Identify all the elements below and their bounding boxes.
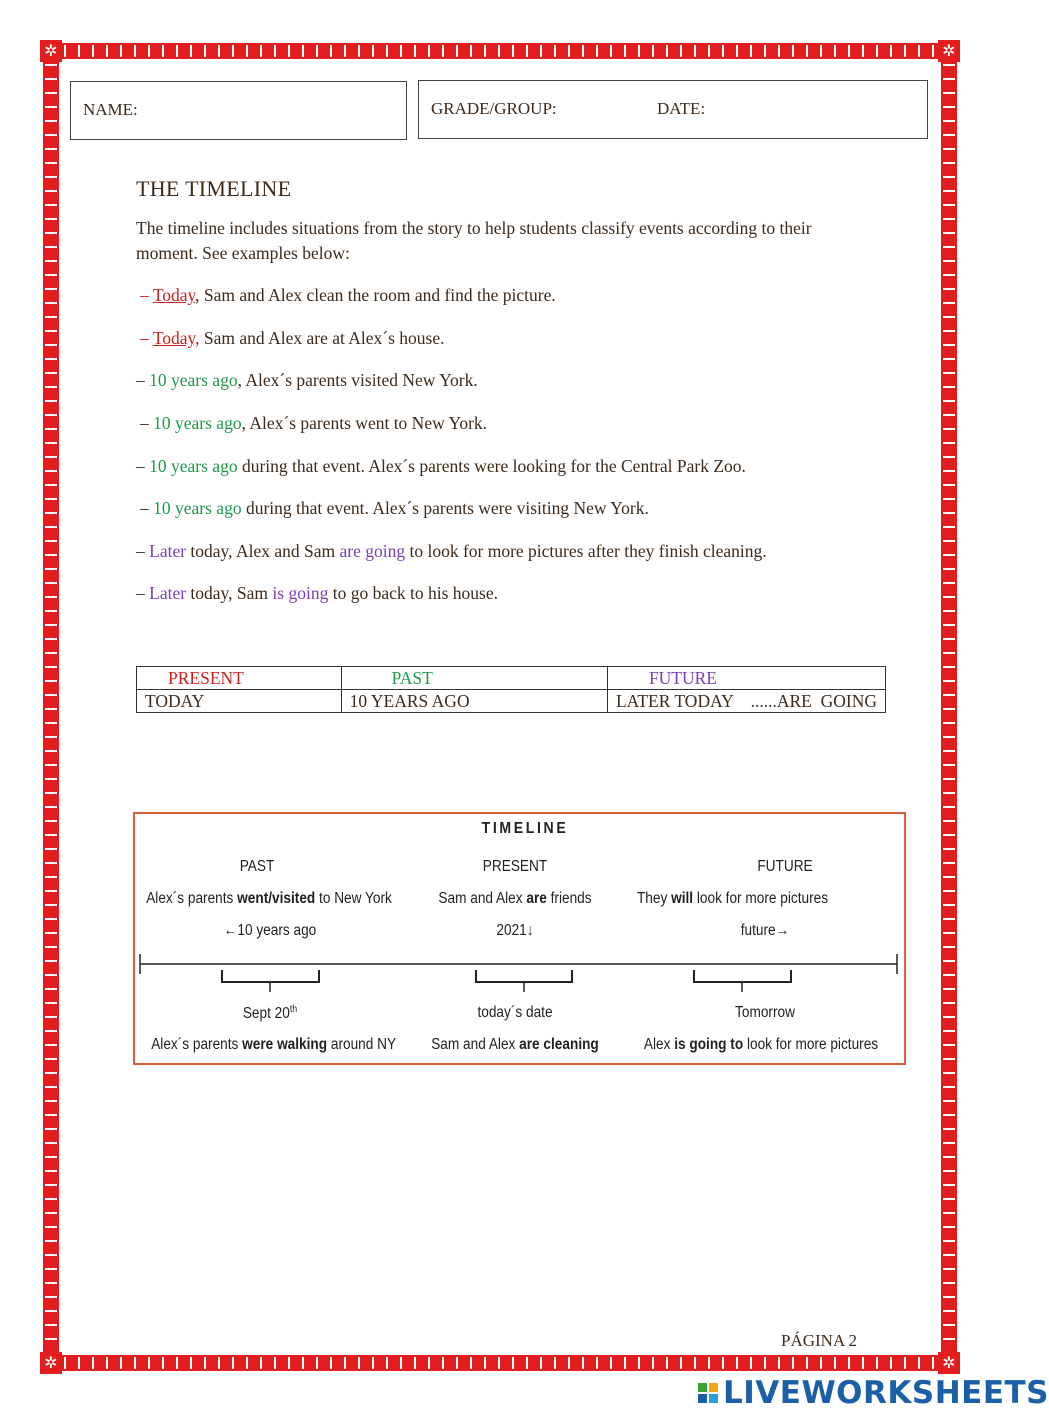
page-border-top bbox=[44, 43, 956, 59]
example-line: – Later today, Sam is going to go back to his house. bbox=[136, 583, 498, 603]
time-marker: Later bbox=[149, 541, 187, 561]
future-date: Tomorrow bbox=[735, 1004, 795, 1021]
name-field[interactable] bbox=[70, 81, 407, 140]
time-marker: Today bbox=[152, 285, 196, 305]
corner-ornament-icon: ✲ bbox=[40, 1352, 62, 1374]
present-date: today´s date bbox=[477, 1004, 553, 1021]
table-row bbox=[137, 690, 886, 713]
tense-table bbox=[136, 666, 886, 713]
time-marker: 10 years ago bbox=[153, 413, 242, 433]
page-border-bottom bbox=[44, 1355, 956, 1371]
past-event: Alex´s parents were walking around NY bbox=[151, 1036, 397, 1053]
future-label: FUTURE bbox=[757, 858, 813, 875]
time-marker: 10 years ago bbox=[149, 456, 238, 476]
example-line: – 10 years ago, Alex´s parents visited New York. bbox=[136, 370, 478, 390]
page-border-left bbox=[43, 44, 59, 1368]
logo-grid-icon bbox=[698, 1383, 718, 1403]
past-label: PAST bbox=[239, 858, 275, 875]
corner-ornament-icon: ✲ bbox=[938, 1352, 960, 1374]
section-title: THE TIMELINE bbox=[136, 176, 292, 201]
time-marker: Today, bbox=[152, 328, 200, 348]
future-arrow-text: future→ bbox=[740, 922, 790, 939]
table-cell: TODAY bbox=[137, 690, 342, 713]
header-future: FUTURE bbox=[607, 667, 885, 690]
time-marker: 10 years ago bbox=[153, 498, 242, 518]
page-number: PÁGINA 2 bbox=[781, 1331, 858, 1350]
present-event: Sam and Alex are cleaning bbox=[431, 1036, 599, 1053]
example-line: – Later today, Alex and Sam are going to look for more pictures after they finish cleaning. bbox=[136, 541, 767, 561]
header-present: PRESENT bbox=[137, 667, 342, 690]
future-event: Alex is going to look for more pictures bbox=[643, 1036, 879, 1053]
table-cell: 10 YEARS AGO bbox=[341, 690, 607, 713]
example-line: – 10 years ago during that event. Alex´s parents were looking for the Central Park Zoo. bbox=[136, 456, 746, 476]
header-past: PAST bbox=[341, 667, 607, 690]
table-header-row bbox=[137, 667, 886, 690]
present-arrow-text: 2021↓ bbox=[496, 922, 534, 939]
timeline-axis bbox=[135, 946, 904, 1006]
grade-label: GRADE/GROUP: bbox=[431, 99, 557, 118]
present-label: PRESENT bbox=[482, 858, 548, 875]
time-marker: 10 years ago bbox=[149, 370, 238, 390]
past-description: Alex´s parents went/visited to New York bbox=[146, 890, 392, 907]
figure-title: TIMELINE bbox=[481, 820, 569, 837]
date-label: DATE: bbox=[657, 99, 706, 118]
logo-text: LIVEWORKSHEETS bbox=[723, 1375, 1049, 1411]
example-line: – Today, Sam and Alex clean the room and find the picture. bbox=[140, 285, 556, 305]
corner-ornament-icon: ✲ bbox=[938, 40, 960, 62]
past-arrow-text: ←10 years ago bbox=[223, 922, 317, 939]
corner-ornament-icon: ✲ bbox=[40, 40, 62, 62]
name-label: NAME: bbox=[83, 100, 138, 119]
page-border-right bbox=[941, 44, 957, 1368]
example-line: – 10 years ago, Alex´s parents went to New York. bbox=[140, 413, 488, 433]
liveworksheets-logo bbox=[698, 1377, 1049, 1409]
future-description: They will look for more pictures bbox=[636, 890, 829, 907]
grade-date-field[interactable] bbox=[418, 80, 928, 139]
intro-paragraph: The timeline includes situations from the story to help students classify events according to their moment. See examples below: bbox=[136, 218, 812, 263]
example-line: – Today, Sam and Alex are at Alex´s house. bbox=[140, 328, 445, 348]
timeline-figure bbox=[133, 812, 906, 1065]
table-cell: LATER TODAY ......ARE GOING bbox=[607, 690, 885, 713]
verb-marker: are going bbox=[339, 541, 406, 561]
past-date: Sept 20th bbox=[242, 1004, 298, 1023]
verb-marker: is going bbox=[272, 583, 329, 603]
time-marker: Later bbox=[149, 583, 187, 603]
example-line: – 10 years ago during that event. Alex´s parents were visiting New York. bbox=[140, 498, 649, 518]
present-description: Sam and Alex are friends bbox=[438, 890, 592, 907]
